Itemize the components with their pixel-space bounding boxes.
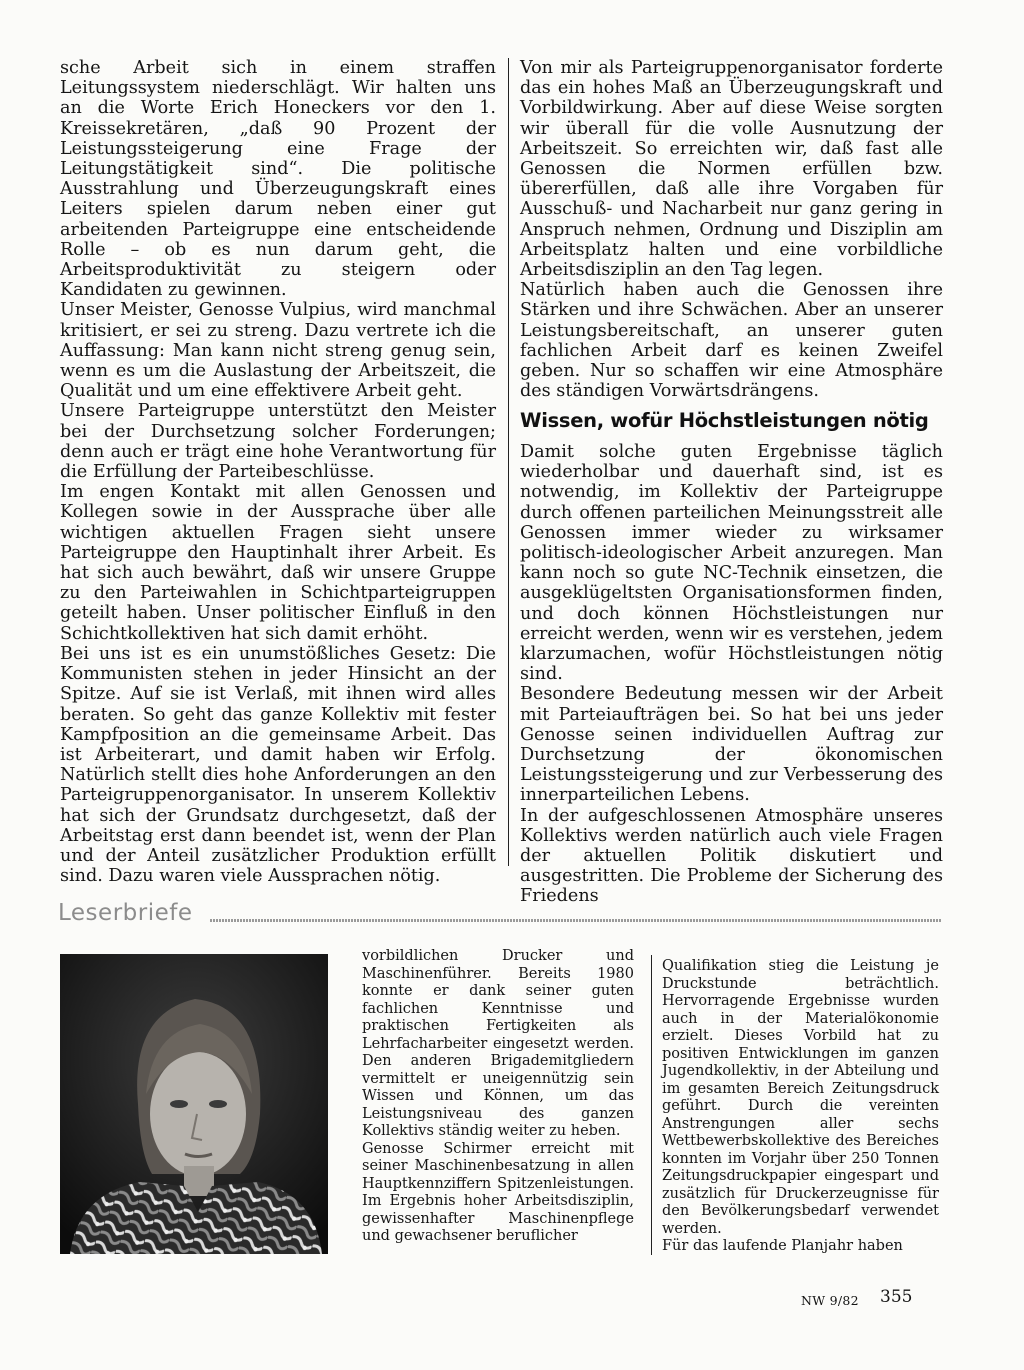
article-paragraph: Natürlich haben auch die Genossen ihre Stärken und ihre Schwächen. Aber an unserer Leistungsbereitschaft, an unserer guten fachlichen Arbeit darf es keinen Zweifel geben. Nur so schaffen wir eine Atmosphäre des ständigen Vorwärtsdrängens. xyxy=(520,280,943,402)
letter-paragraph: Genosse Schirmer erreicht mit seiner Maschinenbesatzung in allen Hauptkennziffern Spitzenleistungen. Im Ergebnis hoher Arbeitsdisziplin, gewissenhafter Maschinenpflege und gewachsener beruflicher xyxy=(362,1140,634,1244)
article-paragraph: Von mir als Parteigruppenorganisator forderte das ein hohes Maß an Überzeugungskraft und Vorbildwirkung. Aber auf diese Weise sorgten wir überall für die volle Ausnutzung der Arbeitszeit. So erreichten wir, daß fast alle Genossen die Normen erfüllen bzw. übererfüllen, daß alle ihre Vorgaben für Ausschuß- und Nacharbeit nur ganz gering in Anspruch nehmen, Ordnung und Disziplin am Arbeitsplatz halten und eine vorbildliche Arbeitsdisziplin an den Tag legen. xyxy=(520,58,943,281)
section-title: Leserbriefe xyxy=(58,900,193,926)
issue-label: NW 9/82 xyxy=(801,1293,859,1308)
article-paragraph: Besondere Bedeutung messen wir der Arbeit mit Parteiaufträgen bei. So hat bei uns jeder Genosse seinen individuellen Auftrag zur Durchsetzung der ökonomischen Leistungssteigerung und zur Verbesserung des innerparteilichen Lebens. xyxy=(520,684,943,806)
article-paragraph: Damit solche guten Ergebnisse täglich wiederholbar und dauerhaft sind, ist es notwendig, im Kollektiv der Parteigruppe durch offenen parteilichen Meinungsstreit alle Genossen immer wieder zu wirksamer politisch-ideologischer Arbeit anzuregen. Man kann noch so gute NC-Technik einsetzen, die ausgeklügeltsten Organisationsformen finden, und doch können Höchstleistungen nur erreicht werden, wenn wir es verstehen, jedem klarzumachen, wofür Höchstleistungen nötig sind. xyxy=(520,442,943,685)
article-column-right-bottom xyxy=(520,442,943,907)
letter-paragraph: vorbildlichen Drucker und Maschinenführer. Bereits 1980 konnte er dank seiner guten fachlichen Kenntnisse und praktischen Fertigkeiten als Lehrfacharbeiter eingesetzt werden. Den anderen Brigademitgliedern vermittelt er uneigennützig sein Wissen und Können, um das Leistungsniveau des ganzen Kollektivs ständig weiter zu heben. xyxy=(362,948,634,1139)
letter-paragraph: Für das laufende Planjahr haben xyxy=(662,1238,903,1254)
letter-column-1 xyxy=(362,948,634,1246)
article-paragraph: sche Arbeit sich in einem straffen Leitungssystem niederschlägt. Wir halten uns an die Worte Erich Honeckers vor den 1. Kreissekretären, „daß 90 Prozent der Leistungssteigerung eine Frage der Leitungstätigkeit sind“. Die politische Ausstrahlung und Überzeugungskraft eines Leiters spielen darum neben einer gut arbeitenden Parteigruppe eine entscheidende Rolle – ob es nun darum geht, die Arbeitsproduktivität zu steigern oder Kandidaten zu gewinnen. xyxy=(60,58,496,301)
column-divider xyxy=(651,955,652,1255)
article-paragraph: In der aufgeschlossenen Atmosphäre unseres Kollektivs werden natürlich auch viele Fragen der aktuellen Politik diskutiert und ausgestritten. Die Probleme der Sicherung des Friedens xyxy=(520,805,943,907)
letter-column-2 xyxy=(662,958,939,1256)
article-paragraph: Bei uns ist es ein unumstößliches Gesetz: Die Kommunisten stehen in jeder Hinsicht an der Spitze. Auf sie ist Verlaß, mit ihnen wird alles beraten. So geht das ganze Kollektiv mit fester Kampfposition an die gemeinsame Arbeit. Das ist Arbeiterart, und damit haben wir Erfolg. Natürlich stellt dies hohe Anforderungen an den Parteigruppenorganisator. In unserem Kollektiv hat sich der Grundsatz durchgesetzt, daß der Arbeitstag erst dann beendet ist, wenn der Plan und der Anteil zusätzlicher Produktion erfüllt sind. Dazu waren viele Aussprachen nötig. xyxy=(60,643,496,887)
page-number: 355 xyxy=(880,1287,913,1307)
portrait-photo xyxy=(60,954,328,1254)
article-paragraph: Unser Meister, Genosse Vulpius, wird manchmal kritisiert, er sei zu streng. Dazu vertrete ich die Auffassung: Man kann nicht streng genug sein, wenn es um die Auslastung der Arbeitszeit, die Qualität und um eine effektivere Arbeit geht. xyxy=(60,300,496,402)
letter-paragraph: Qualifikation stieg die Leistung je Druckstunde beträchtlich. Hervorragende Ergebnisse wurden auch in der Materialökonomie erzielt. Dieses Vorbild hat zu positiven Entwicklungen im ganzen Jugendkollektiv, in der Abteilung und im gesamten Bereich Zeitungsdruck geführt. Durch die vereinten Anstrengungen aller sechs Wettbewerbskollektive des Bereiches konnten im Vorjahr über 250 Tonnen Zeitungsdruckpapier eingespart und zusätzlich für Druckerzeugnisse für den Bevölkerungsbedarf verwendet werden. xyxy=(662,958,939,1237)
article-column-right-top xyxy=(520,58,943,401)
article-column-left xyxy=(60,58,496,886)
article-subheading: Wissen, wofür Höchstleistungen nötig xyxy=(520,409,929,432)
article-paragraph: Unsere Parteigruppe unterstützt den Meister bei der Durchsetzung solcher Forderungen; denn auch er trägt eine hohe Verantwortung für die Erfüllung der Parteibeschlüsse. xyxy=(60,401,496,483)
section-rule xyxy=(210,919,941,922)
column-divider xyxy=(508,58,509,866)
article-paragraph: Im engen Kontakt mit allen Genossen und Kollegen sowie in der Aussprache über alle wichtigen aktuellen Fragen sieht unsere Parteigruppe den Hauptinhalt ihrer Arbeit. Es hat sich auch bewährt, daß wir unsere Gruppe zu den Parteiwahlen in Schichtparteigruppen geteilt haben. Unser politischer Einfluß in den Schichtkollektiven hat sich damit erhöht. xyxy=(60,482,496,644)
